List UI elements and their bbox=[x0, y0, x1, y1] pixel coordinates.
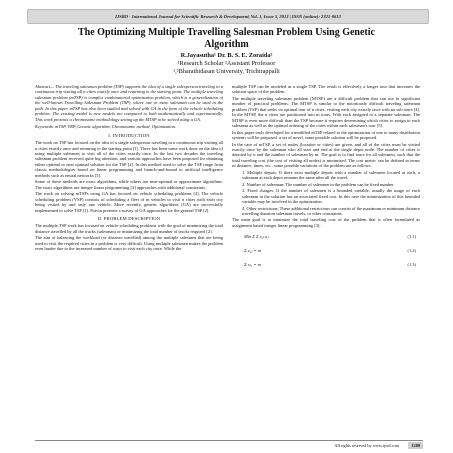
paragraph: multiple TSP can be modeled as a single TSP, The result is effectively a longer tour that increases the solution space of the problem. bbox=[232, 84, 420, 95]
equation-number: (1.2) bbox=[407, 247, 416, 253]
abstract: Abstract— The traveling salesman problem (TSP) supports the idea of a single salesperson traveling in a continuous trip visiting all n cities exactly once and returning to the starting point. The multiple traveling salesman problem (mTSP) is complex combinatorial optimization problem, which is a generalization of the well-known Travelling Salesman Problem (TSP), where one or more salesman can be used in the path. In this paper mTSP has also been studied and solved with GA in the form of the vehicle scheduling problem. The existing model is new models are compared to both mathematically and experimentally. This work presents a chromosome methodology setting up the MTSP to be solved using a GA. bbox=[35, 84, 223, 122]
list-item: 1. Multiple depots: If there exist multiple depots with a number of salesmen located at each, a salesman at each depot remains the same after all the travel. bbox=[242, 169, 420, 181]
paragraph: The multiple TSP work has focused on vehicle scheduling problems with the goal of minimizing the total distance travelled by all the trucks (salesman) or minimizing the total number of trucks required [2]. bbox=[35, 223, 223, 234]
paper-title: The Optimizing Multiple Travelling Salesman Problem Using Genetic Algorithm bbox=[78, 27, 375, 50]
paragraph: The work on solving mTSPs using GA has focused on vehicle scheduling problems [4]. The vehicle scheduling problem (VSP) consists of scheduling a fleet of m vehicles to visit n cities with each city being visited by and only one vehicle. More recently, genetic algorithms (GA) are successfully implemented to solve TSP [1]. Potvin presents a survey of GA approaches for the general TSP [2]. bbox=[35, 191, 223, 213]
left-column bbox=[35, 84, 223, 436]
variations-list bbox=[232, 170, 420, 217]
paragraph: In this paper tools developed for a modified mTSP related to the optimization of one to many distribution systems will be proposed. a set of novel, some possible solution will be proposed. bbox=[232, 129, 420, 141]
paragraph: In the case of mTSP, a set of nodes (location or cities) are given, and all of the cities must be visited exactly once by the salesman who all start and end at the single depot node. The number of cities is denoted by n and the number of salesman by m. The goal is to find tours for all salesmen, such that the total traveling cost (the cost of visiting all nodes) is minimized. The cost metric can be defined in terms of distance, times, etc., some possible variations of the problem are as follows. bbox=[232, 141, 420, 169]
list-item: 3. Fixed charges: If the number of salesmen is a bounded variable, usually the usage of each salesman in the solution has an associated fixed cost. In this case the minimization of this bounded variable may be involved in the optimization. bbox=[242, 188, 420, 205]
page-number: 1200 bbox=[408, 442, 423, 449]
section-heading-introduction: I. INTRODUCTION bbox=[108, 132, 150, 138]
author-block bbox=[90, 52, 363, 75]
section-heading-problem-description: II. PROBLEM DESCRIPTION bbox=[97, 215, 161, 221]
paragraph: The aim of balancing the workload (or distance travelled) among the multiple salesmen that are being used to visit the required cities in a problem is very difficult. Using multiple salesmen makes the problem even harder due to the increased number of ways to visit each city once. While the bbox=[35, 235, 223, 252]
author-names: R.Jayasutha¹ Dr. B. S. E. Zoraida² bbox=[180, 52, 273, 59]
paragraph: The multiple traveling salesman problem (MTSP) are a difficult problem that can use to significant number of practical problems. The MTSP is similar to the notoriously difficult traveling salesman problem (TSP) that seeks on optimal tour of n cities, visiting each city exactly once with no sub tours [4]. In the MTSP, the n cities are partitioned into m tours. With each assigned to a separate salesman. The MTSP is even more difficult than the TSP because it requires determining which cities to assign to each salesman as well as the optimal ordering of the cities within each salesman's tour [5]. bbox=[232, 95, 420, 129]
right-column bbox=[232, 84, 420, 436]
equation-expression: Σ x₁ⱼ = m bbox=[244, 247, 261, 253]
keywords: Keywords: mTSP, VRP, Genetic algorithm, Chromosome method, Optimization. bbox=[35, 124, 177, 130]
equation-1-3 bbox=[232, 257, 420, 271]
list-item: 4. Other restrictions: These additional restrictions can consist of the maximum or minimum distance travelling duration salesman travels, or other constraints. bbox=[242, 205, 420, 216]
equation-number: (1.3) bbox=[407, 261, 416, 267]
author-affiliation-line1: ¹Research Scholar ²Assistant Professor bbox=[177, 59, 276, 67]
journal-header: IJSRD - International Journal for Scientific Research & Development| Vol. 1, Issue 5, 2013 | ISSN (online): 2321-0613 bbox=[27, 9, 429, 24]
paragraph: The work on TSP has focused on the idea of a single salesperson traveling in a continuous trip visiting all n cities exactly once and returning to the starting point [1]. There has been some work done on the idea of using multiple salesmen to visit all of the cities exactly once. In the last two decades the traveling salesman problem received quite big attention, and various approaches have been proposed for obtaining either optimal or near optimal solution for the TSP [2]. In this method used to solve the TSP range from classic methodologies based on linear programming and branch-and-bound to artificial intelligence methods such as neural networks [5]. bbox=[35, 140, 223, 178]
author-affiliation-line2: ¹,²Bharathidasan University, Trichirappalli bbox=[173, 67, 280, 75]
equation-1-2 bbox=[232, 243, 420, 257]
list-item: 2. Number of salesman: The number of salesmen in the problem can be fixed number. bbox=[242, 181, 395, 187]
paragraph: The main goal is to minimize the total traveling cost of the problem that is often formulated as assignment based integer linear programming [3]: bbox=[232, 217, 420, 228]
equation-expression: Min Σ Σ cᵢⱼ xᵢⱼ bbox=[244, 233, 269, 239]
equation-1-1 bbox=[232, 229, 420, 243]
footer-rights-text: All rights reserved by www.ijsrd.com bbox=[334, 443, 399, 448]
page-footer bbox=[35, 440, 423, 450]
equation-expression: Σ xⱼ₁ = m bbox=[244, 261, 261, 267]
equation-number: (1.1) bbox=[407, 233, 416, 239]
paragraph: Some of these methods are exact algorithms, while others are near-optimal or approximate algorithms. The exact algorithms use integer linear programming [3] approaches with additional constraints. bbox=[35, 179, 223, 190]
